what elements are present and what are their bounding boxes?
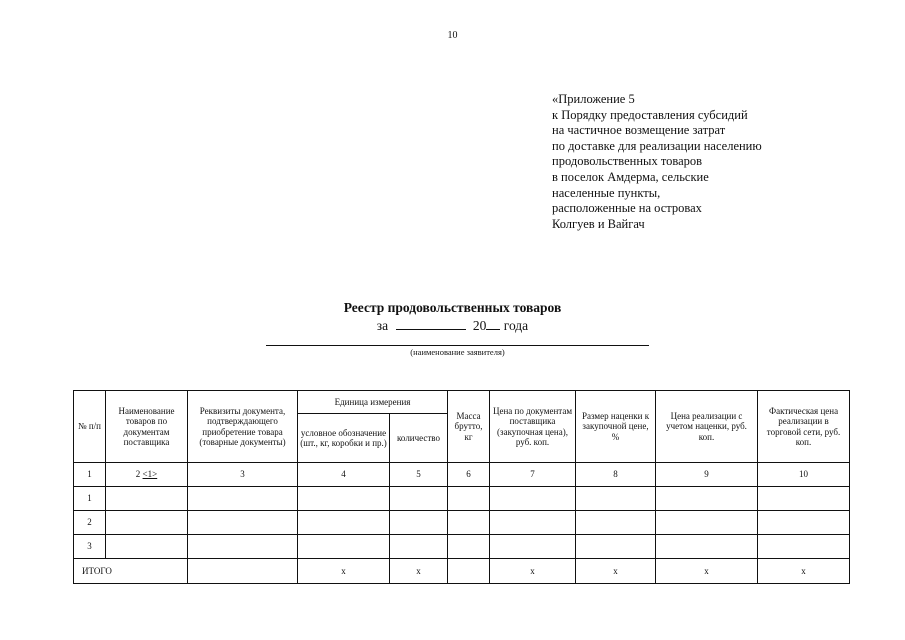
table-cell (106, 535, 188, 559)
table-cell (490, 487, 576, 511)
table-cell (298, 487, 390, 511)
row-number: 2 (74, 511, 106, 535)
period-blank (396, 317, 466, 330)
table-cell (390, 511, 448, 535)
table-cell (656, 535, 758, 559)
appendix-line: продовольственных товаров (552, 154, 703, 169)
header-unit-symbol: условное обозначение (шт., кг, коробки и пр.) (298, 414, 390, 463)
total-row (74, 559, 850, 584)
column-number: 1 (74, 463, 106, 487)
appendix-line: на частичное возмещение затрат (552, 123, 726, 138)
column-number-row (74, 463, 850, 487)
column-number: 6 (448, 463, 490, 487)
table-row (74, 487, 850, 511)
total-cell: х (576, 559, 656, 584)
table-cell (656, 511, 758, 535)
table-cell (448, 535, 490, 559)
header-markup: Размер наценки к закупочной цене, % (576, 391, 656, 463)
column-number-2: 2 (135, 469, 141, 480)
table-cell (448, 487, 490, 511)
table-cell (656, 487, 758, 511)
footnote-ref-link[interactable]: <1> (142, 469, 158, 480)
table-cell (576, 511, 656, 535)
table-cell (448, 559, 490, 584)
period-prefix: за (376, 318, 389, 333)
table-cell (188, 511, 298, 535)
table-cell (576, 487, 656, 511)
period-year-prefix: 20 (472, 318, 487, 333)
table-cell (448, 511, 490, 535)
appendix-line: Колгуев и Вайгач (552, 216, 645, 231)
table-cell (298, 511, 390, 535)
table-cell (490, 535, 576, 559)
header-sale-price: Цена реализации с учетом наценки, руб. коп. (656, 391, 758, 463)
period-line (0, 317, 905, 334)
table-header-row (74, 391, 850, 414)
appendix-line: населенные пункты, (552, 185, 661, 200)
table-cell (576, 535, 656, 559)
table-cell (490, 511, 576, 535)
header-number: № п/п (74, 391, 106, 463)
page-number: 10 (447, 30, 458, 41)
appendix-line: «Приложение 5 (552, 92, 635, 106)
table-cell (390, 487, 448, 511)
table-cell (188, 487, 298, 511)
column-number: 10 (758, 463, 850, 487)
table-cell (758, 511, 850, 535)
appendix-note (552, 92, 852, 232)
column-number: 7 (490, 463, 576, 487)
total-cell: х (490, 559, 576, 584)
row-number: 1 (74, 487, 106, 511)
table-cell (188, 559, 298, 584)
period-suffix: года (503, 318, 529, 333)
header-document-details: Реквизиты документа, подтверждающего приобретение товара (товарные документы) (188, 391, 298, 463)
total-cell: х (298, 559, 390, 584)
table-cell (106, 511, 188, 535)
column-number: 8 (576, 463, 656, 487)
applicant-caption: (наименование заявителя) (410, 347, 505, 357)
column-number: 5 (390, 463, 448, 487)
header-purchase-price: Цена по документам поставщика (закупочная цена), руб. коп. (490, 391, 576, 463)
table-cell (106, 487, 188, 511)
year-blank (486, 317, 500, 330)
appendix-line: по доставке для реализации населению (552, 138, 762, 153)
header-actual-price: Фактическая цена реализации в торговой сети, руб. коп. (758, 391, 850, 463)
header-goods-name: Наименование товаров по документам поставщика (106, 391, 188, 463)
header-unit-group: Единица измерения (298, 391, 448, 414)
appendix-line: к Порядку предоставления субсидий (552, 107, 748, 122)
header-quantity: количество (390, 414, 448, 463)
header-gross-mass: Масса брутто, кг (448, 391, 490, 463)
total-label: ИТОГО (74, 559, 188, 584)
column-number: 4 (298, 463, 390, 487)
applicant-line (266, 345, 649, 346)
row-number: 3 (74, 535, 106, 559)
table-row (74, 511, 850, 535)
table-cell (758, 535, 850, 559)
column-number (106, 463, 188, 487)
registry-table (73, 390, 850, 584)
table-cell (188, 535, 298, 559)
table-cell (390, 535, 448, 559)
table-cell (758, 487, 850, 511)
total-cell: х (390, 559, 448, 584)
table-cell (298, 535, 390, 559)
total-cell: х (758, 559, 850, 584)
column-number: 9 (656, 463, 758, 487)
appendix-line: в поселок Амдерма, сельские (552, 169, 709, 184)
appendix-line: расположенные на островах (552, 201, 702, 216)
table-row (74, 535, 850, 559)
document-title: Реестр продовольственных товаров (343, 300, 562, 315)
column-number: 3 (188, 463, 298, 487)
total-cell: х (656, 559, 758, 584)
